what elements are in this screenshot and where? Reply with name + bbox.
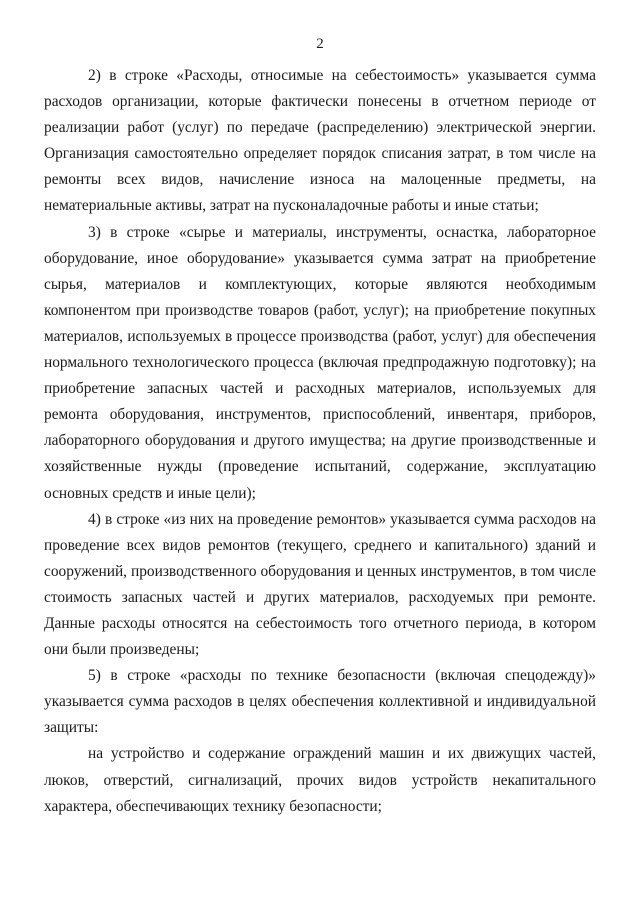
paragraph-item-2: 2) в строке «Расходы, относимые на себестоимость» указывается сумма расходов организации, которые фактически понесены в отчетном периоде от реализации работ (услуг) по передаче (распределению) электрической энергии. Организация самостоятельно определяет порядок списания затрат, в том числе на ремонты всех видов, начисление износа на малоценные предметы, на нематериальные активы, затрат на пусконаладочные работы и иные статьи; <box>44 67 596 215</box>
paragraph-safety-devices: на устройство и содержание ограждений машин и их движущих частей, люков, отверстий, сигнализаций, прочих видов устройств некапитального характера, обеспечивающих технику безопасности; <box>44 745 596 815</box>
paragraph-item-5: 5) в строке «расходы по технике безопасности (включая спецодежду)» указывается сумма расходов в целях обеспечения коллективной и индивидуальной защиты: <box>44 667 596 737</box>
paragraph-item-3: 3) в строке «сырье и материалы, инструменты, оснастка, лабораторное оборудование, иное оборудование» указывается сумма затрат на приобретение сырья, материалов и комплектующих, которые являются необходимым компонентом при производстве товаров (работ, услуг); на приобретение покупных материалов, используемых в процессе производства (работ, услуг) для обеспечения нормального технологического процесса (включая предпродажную подготовку); на приобретение запасных частей и расходных материалов, используемых для ремонта оборудования, инструментов, приспособлений, инвентаря, приборов, лабораторного оборудования и другого имущества; на другие производственные и хозяйственные нужды (проведение испытаний, содержание, эксплуатацию основных средств и иные цели); <box>44 223 596 502</box>
document-body <box>44 63 596 820</box>
page-number: 2 <box>316 36 324 52</box>
paragraph-item-4: 4) в строке «из них на проведение ремонтов» указывается сумма расходов на проведение всех видов ремонтов (текущего, среднего и капитального) зданий и сооружений, производственного оборудования и ценных инструментов, в том числе стоимость запасных частей и других материалов, расходуемых при ремонте. Данные расходы относятся на себестоимость того отчетного периода, в котором они были произведены; <box>44 510 596 659</box>
